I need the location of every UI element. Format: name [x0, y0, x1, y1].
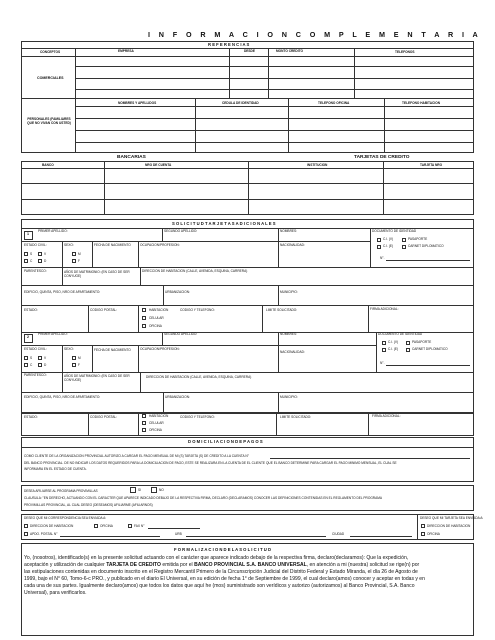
domiciliacion-line-1: COMO CLIENTE DE LA ORGANIZACION PROVINCIAL AUTORIZO A CARGAR EL PAGO MENSUAL DE MI (S) TARJETA (S) DE CREDITO A LA CUENTA N° — [24, 454, 249, 458]
carnet-label-1: CARNET DIPLOMATICO — [408, 244, 444, 248]
pasaporte-label-2: PASAPORTE — [412, 340, 432, 344]
sexo-m-checkbox-1[interactable] — [72, 252, 76, 256]
applicant-1-number: 1 — [27, 232, 29, 236]
formalizacion-header: F O R M A L I Z A C I O N D E L A S O L I C I T U D — [174, 547, 272, 552]
sub-tel-oficina: TELEFONO OFICINA — [318, 101, 350, 105]
ci-e-label-2: C.I. (E) — [388, 347, 399, 351]
provimillas-no-checkbox[interactable] — [151, 487, 157, 493]
col-tarjeta-nro: TARJETA NRO — [420, 163, 443, 167]
solicitud-header: S O L I C I T U D T A R J E T A S A D I C I O N A L E S — [172, 221, 276, 226]
direccion-hab-label-2: DIRECCION DE HABITACION (CALLE, AVENIDA, ESQUINA, CARRERA) — [146, 375, 252, 379]
referencias-header: R E F E R E N C I A S — [208, 42, 250, 47]
doc-identidad-label-1: DOCUMENTO DE IDENTIDAD — [372, 229, 417, 233]
firma-label-2: FIRMA ADICIONAL: — [372, 414, 401, 418]
celular-checkbox-1[interactable] — [142, 316, 146, 320]
oficina-checkbox-2[interactable] — [142, 428, 146, 432]
corr-urb-label: URB — [175, 532, 182, 536]
estado-s-label-1: S — [30, 252, 33, 256]
habitacion-label-2: HABITACION — [149, 414, 169, 418]
col-banco: BANCO — [42, 163, 54, 167]
sub-nombres-apellidos: NOMBRES Y APELLIDOS — [118, 101, 157, 105]
estado-d-checkbox-2[interactable] — [38, 363, 42, 367]
tarjeta-credito-emphasis: TARJETA DE CREDITO — [106, 562, 161, 568]
tarjetas-credito-header: TARJETAS DE CREDITO — [354, 155, 410, 160]
limite-label-2: LIMITE SOLICITADO: — [280, 415, 312, 419]
nombres-label-1: NOMBRES: — [280, 229, 298, 233]
col-conceptos: CONCEPTOS — [40, 50, 61, 54]
banco-provincial-emphasis: BANCO PROVINCIAL S.A. BANCO UNIVERSAL — [194, 562, 307, 568]
estado-s-checkbox-1[interactable] — [24, 252, 28, 256]
doc-number-label-1: N°. — [380, 256, 385, 260]
oficina-checkbox-1[interactable] — [142, 324, 146, 328]
sexo-m-label-1: M — [78, 252, 81, 256]
formalizacion-line-2e: , en atención a mi (nuestra) solicitud se rige(n) por — [306, 562, 420, 568]
segundo-apellido-label-2: SEGUNDO APELLIDO: — [164, 332, 198, 336]
clausula-line-2: PROVIMILLAS PROVINCIAL, AL CUAL DESEO (DESEAMOS) AFILIARME (AFILIARNOS) — [24, 503, 153, 507]
estado-v-checkbox-2[interactable] — [38, 356, 42, 360]
estado-c-checkbox-1[interactable] — [24, 259, 28, 263]
estado-v-label-1: V — [44, 252, 47, 256]
corr-oficina-label: OFICINA — [100, 524, 113, 528]
corr-apdo-label: APDO. POSTAL N° — [30, 532, 58, 536]
sexo-f-label-1: F — [78, 259, 80, 263]
provimillas-label: DESEA AFILIARSE AL PROGRAMA PROVIMILLAS — [24, 489, 98, 493]
firma-label-1: FIRMA ADICIONAL: — [370, 307, 399, 311]
estado-civil-label-1: ESTADO CIVIL: — [24, 243, 47, 247]
formalizacion-line-3: las estipulaciones contenidas en documento inscrito en el Registro Mercantil Primero de la Circunscripción Judicial del Distrito Federal y Estado Miranda, el día 26 de Agosto de — [24, 569, 418, 575]
sexo-label-1: SEXO: — [64, 243, 74, 247]
formalizacion-line-2a: aceptación y utilización de cualquier — [24, 562, 107, 568]
sexo-f-checkbox-1[interactable] — [72, 259, 76, 263]
parentesco-label-1: PARENTESCO: — [24, 269, 47, 273]
segundo-apellido-label-1: SEGUNDO APELLIDO: — [164, 229, 198, 233]
row-personales: PERSONALES (FAMILIARES QUE NO VIVAN CON USTED) — [27, 117, 71, 126]
nacionalidad-label-2: NACIONALIDAD: — [280, 350, 305, 354]
tarjeta-oficina-checkbox[interactable] — [421, 532, 425, 536]
ci-e-label-1: C.I. (E) — [383, 244, 394, 248]
estado-s-label-2: S — [30, 356, 33, 360]
edificio-label-2: EDIFICIO, QUINTA, PISO, NRO DE APARTAMENTO: — [24, 395, 101, 399]
estado-d-checkbox-1[interactable] — [38, 259, 42, 263]
col-nro-cuenta: NRO DE CUENTA — [145, 163, 172, 167]
sexo-m-label-2: M — [78, 356, 81, 360]
estado-v-checkbox-1[interactable] — [38, 252, 42, 256]
codigo-telefono-label-2: CODIGO Y TELEFONO: — [180, 415, 215, 419]
domiciliacion-line-3: INFORMARA EN EL ESTADO DE CUENTA. — [24, 467, 87, 471]
domiciliacion-line-2: DEL BANCO PROVINCIAL. DE NO INDICAR LOS DATOS REQUERIDOS PARA LA DOMICILIACION DE PAGO, ESTE SE REALIZARA EN LA CUENTA DE EL CLIENTE QUE EL BANCO DETERMINE PARA CARGAR EL PAGO MINIMO MENSUAL, EL CUAL SE — [24, 461, 397, 465]
urbanizacion-label-2: URBANIZACION: — [165, 395, 190, 399]
primer-apellido-label-2: PRIMER APELLIDO: — [38, 332, 68, 336]
carnet-checkbox-2[interactable] — [406, 348, 410, 352]
clausula-line-1: CLAUSULA: "EN DERECHO, ACTUANDO CON EL CARACTER QUE APARECE INDICADO DEBAJO DE LA RESPECTIVA FIRMA, DECLARO (DECLARAMOS) CONOCER LAS DEFINICIONES CONTENIDAS EN EL REGLAMENTO DEL PROGRAMA — [24, 496, 383, 500]
carnet-checkbox-1[interactable] — [402, 245, 406, 249]
estado-label-1: ESTADO: — [24, 308, 38, 312]
municipio-label-1: MUNICIPIO: — [280, 290, 298, 294]
estado-c-label-2: C — [30, 363, 33, 367]
estado-d-label-1: D — [44, 259, 47, 263]
estado-label-2: ESTADO: — [24, 415, 38, 419]
referencias-table — [21, 41, 474, 153]
pasaporte-checkbox-2[interactable] — [406, 341, 410, 345]
ci-v-label-1: C.I. (V) — [383, 237, 394, 241]
codigo-telefono-label-1: CODIGO Y TELEFONO: — [180, 308, 215, 312]
formalizacion-line-2 — [24, 563, 419, 568]
limite-label-1: LIMITE SOLICITADO: — [266, 308, 298, 312]
tarjeta-oficina-label: OFICINA — [427, 532, 440, 536]
col-institucion: INSTITUCION — [307, 163, 328, 167]
oficina-label-1: OFICINA — [149, 324, 162, 328]
ci-e-checkbox-1[interactable] — [377, 245, 381, 249]
corr-fax-label: FAX N° — [134, 524, 145, 528]
tarjeta-dir-habitacion-label: DIRECCION DE HABITACION — [427, 524, 471, 528]
corr-ciudad-label: CIUDAD — [332, 532, 345, 536]
sub-cedula: CEDULA DE IDENTIDAD — [222, 101, 259, 105]
formalizacion-line-5: cada una de sus partes. Igualmente declaro(amos) que todos los datos que aquí he (mos) suministrado son verídicos y autorizo (autorizamos) al Banco Provincial, S.A. Banco — [24, 583, 415, 589]
celular-label-1: CELULAR — [149, 316, 164, 320]
direccion-hab-label-1: DIRECCION DE HABITACION (CALLE, AVENIDA, ESQUINA, CARRERA) — [142, 269, 248, 273]
codigo-postal-label-1: CODIGO POSTAL: — [90, 308, 118, 312]
celular-checkbox-2[interactable] — [142, 421, 146, 425]
habitacion-label-1: HABITACION — [149, 308, 169, 312]
formalizacion-line-1: Yo, (nosotros), identificado(s) en la presente solicitud actuando con el carácter que aparece indicado debajo de la respectiva firma, declaro(declaramos): Que la expedición, — [24, 555, 409, 561]
ci-v-checkbox-2[interactable] — [382, 341, 386, 345]
pasaporte-label-1: PASAPORTE — [408, 237, 428, 241]
sexo-m-checkbox-2[interactable] — [72, 356, 76, 360]
estado-s-checkbox-2[interactable] — [24, 356, 28, 360]
provimillas-si-label: SI — [138, 488, 142, 492]
corr-oficina-checkbox[interactable] — [94, 524, 98, 528]
habitacion-checkbox-2[interactable] — [142, 414, 146, 418]
oficina-label-2: OFICINA — [149, 428, 162, 432]
bancarias-header: BANCARIAS — [117, 155, 146, 160]
sexo-label-2: SEXO: — [64, 347, 74, 351]
estado-v-label-2: V — [44, 356, 47, 360]
corr-dir-habitacion-label: DIRECCION DE HABITACION — [30, 524, 74, 528]
anos-matrimonio-label-2: AÑOS DE MATRIMONIO: (EN CASO DE SER CONYUGE) — [64, 374, 130, 382]
edificio-label-1: EDIFICIO, QUINTA, PISO, NRO DE APARTAMENTO: — [24, 290, 101, 294]
urbanizacion-label-1: URBANIZACION: — [165, 290, 190, 294]
formalizacion-line-2c: emitida por el — [160, 562, 195, 568]
sub-tel-habitacion: TELEFONO HABITACION — [402, 101, 441, 105]
celular-label-2: CELULAR — [149, 421, 164, 425]
estado-d-label-2: D — [44, 363, 47, 367]
col-monto-credito: MONTO CREDITO — [276, 49, 303, 53]
nacionalidad-label-1: NACIONALIDAD: — [280, 243, 305, 247]
estado-civil-label-2: ESTADO CIVIL: — [24, 347, 47, 351]
nombres-label-2: NOMBRES: — [280, 332, 298, 336]
corr-fax-checkbox[interactable] — [128, 524, 132, 528]
row-comerciales: COMERCIALES — [37, 76, 64, 80]
domiciliacion-header: D O M I C I L I A C I O N D E P A G O S — [188, 439, 263, 444]
estado-c-label-1: C — [30, 259, 33, 263]
tarjeta-dir-habitacion-checkbox[interactable] — [421, 524, 425, 528]
pasaporte-checkbox-1[interactable] — [402, 238, 406, 242]
municipio-label-2: MUNICIPIO: — [280, 395, 298, 399]
primer-apellido-label-1: PRIMER APELLIDO: — [38, 229, 68, 233]
correspondencia-header: DESEO QUE MI CORRESPONDENCIA SEA ENVIADA A: — [24, 516, 107, 520]
estado-c-checkbox-2[interactable] — [24, 363, 28, 367]
applicant-2-number: 2 — [27, 335, 29, 339]
provimillas-no-label: NO — [159, 488, 164, 492]
ocupacion-label-2: OCUPACION/PROFESION: — [140, 347, 180, 351]
sexo-f-checkbox-2[interactable] — [72, 363, 76, 367]
provimillas-si-checkbox[interactable] — [130, 487, 136, 493]
anos-matrimonio-label-1: AÑOS DE MATRIMONIO: (EN CASO DE SER CONYUGE) — [64, 270, 130, 278]
ci-v-checkbox-1[interactable] — [377, 238, 381, 242]
col-empresa: EMPRESA — [118, 49, 134, 53]
sexo-f-label-2: F — [78, 363, 80, 367]
parentesco-label-2: PARENTESCO: — [24, 373, 47, 377]
codigo-postal-label-2: CODIGO POSTAL: — [90, 415, 118, 419]
ocupacion-label-1: OCUPACION/PROFESION: — [140, 243, 180, 247]
tarjeta-envio-header: DESEO QUE MI TARJETA SEA ENVIADA A: — [420, 516, 484, 520]
ci-e-checkbox-2[interactable] — [382, 348, 386, 352]
ci-v-label-2: C.I. (V) — [388, 340, 399, 344]
fecha-nac-label-1: FECHA DE NACIMIENTO — [94, 243, 131, 247]
corr-apdo-checkbox[interactable] — [24, 532, 28, 536]
formalizacion-line-6: Universal), para verificarlos. — [24, 590, 87, 596]
formalizacion-line-4: 1999, bajo el N° 60, Tomo-6-c PRO., y publicado en el diario El Universal, en su edición de fecha 1° de Septiembre de 1999, el cual declaro(amos) conocer y aceptar en todas y en — [24, 576, 425, 582]
carnet-label-2: CARNET DIPLOMATICO — [412, 347, 448, 351]
col-desde: DESDE — [244, 49, 255, 53]
fecha-nac-label-2: FECHA DE NACIMIENTO — [94, 348, 131, 352]
doc-number-label-2: N°. — [380, 361, 385, 365]
doc-identidad-label-2: DOCUMENTO DE IDENTIDAD — [378, 332, 423, 336]
page-title: I N F O R M A C I O N C O M P L E M E N T A R I A — [148, 30, 482, 39]
corr-dir-habitacion-checkbox[interactable] — [24, 524, 28, 528]
col-telefonos: TELEFONOS — [395, 50, 415, 54]
habitacion-checkbox-1[interactable] — [142, 308, 146, 312]
